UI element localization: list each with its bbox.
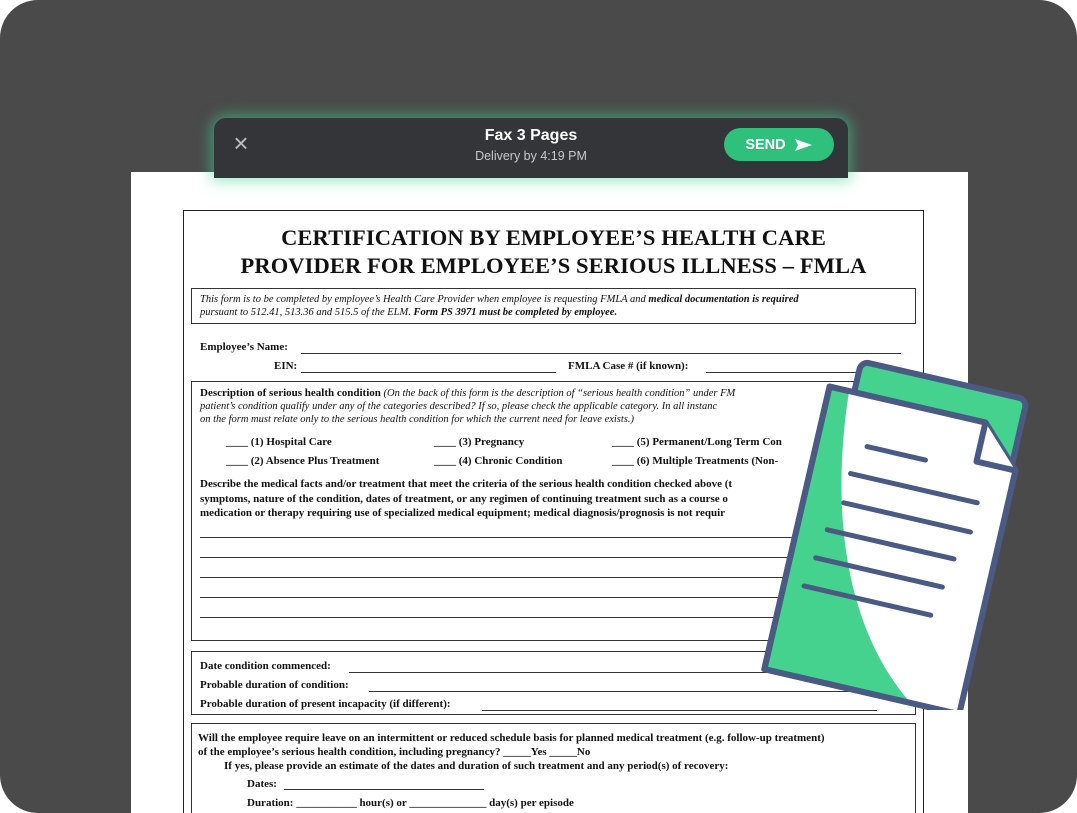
- leave-question-line-2: of the employee’s serious health condition, including pregnancy? _____Yes _____No: [198, 746, 591, 758]
- document-pages-icon: [755, 350, 1075, 710]
- form-title: [184, 224, 923, 280]
- employee-name-label: Employee’s Name:: [200, 341, 288, 353]
- category-chronic-condition: ____ (4) Chronic Condition: [434, 455, 563, 467]
- delivery-time: Delivery by 4:19 PM: [475, 149, 587, 163]
- intro-text-a: This form is to be completed by employee’s Health Care Provider when employee is requesting FMLA and: [200, 294, 649, 305]
- category-hospital-care: ____ (1) Hospital Care: [226, 436, 332, 448]
- fmla-case-label: FMLA Case # (if known):: [568, 360, 689, 372]
- send-button[interactable]: [724, 128, 834, 161]
- intro-text-d: Form PS 3971 must be completed by employee.: [413, 307, 618, 318]
- leave-estimate: If yes, please provide an estimate of the dates and duration of such treatment and any period(s) of recovery:: [224, 760, 729, 772]
- send-arrow-icon: [794, 138, 813, 152]
- incapacity-line: [482, 710, 877, 711]
- incapacity-label: Probable duration of present incapacity (if different):: [200, 698, 451, 710]
- form-title-line-1: CERTIFICATION BY EMPLOYEE’S HEALTH CARE: [281, 225, 826, 250]
- fax-header-bar: [214, 118, 848, 178]
- leave-question-line-1: Will the employee require leave on an intermittent or reduced schedule basis for planned medical treatment (e.g. follow-up treatment): [198, 732, 825, 744]
- describe-medical-facts: [200, 477, 732, 521]
- description-text: [200, 387, 735, 426]
- send-label: SEND: [745, 136, 786, 153]
- probable-duration-label: Probable duration of condition:: [200, 679, 349, 691]
- duration-line: Duration: ___________ hour(s) or ______________ day(s) per episode: [247, 797, 574, 809]
- dates-line: [284, 789, 484, 790]
- dates-label: Dates:: [247, 778, 277, 790]
- describe-line-2: symptoms, nature of the condition, dates of treatment, or any regimen of continuing treatment such as a course o: [200, 492, 728, 505]
- intro-text-c: pursuant to 512.41, 513.36 and 515.5 of the ELM.: [200, 307, 414, 318]
- category-absence-plus-treatment: ____ (2) Absence Plus Treatment: [226, 455, 380, 467]
- fax-title: Fax 3 Pages: [484, 127, 578, 144]
- description-italic-3: on the form must relate only to the serious health condition for which the current need for leave exists.): [200, 414, 635, 425]
- category-permanent-long-term: ____ (5) Permanent/Long Term Con: [612, 436, 782, 448]
- description-label: Description of serious health condition: [200, 387, 381, 399]
- description-italic-2: patient’s condition qualify under any of the categories described? If so, please check the applicable category. In all instanc: [200, 401, 718, 412]
- form-intro: [191, 288, 916, 324]
- describe-line-1: Describe the medical facts and/or treatment that meet the criteria of the serious health condition checked above (t: [200, 478, 733, 490]
- description-italic-1: (On the back of this form is the description of “serious health condition” under FM: [380, 388, 736, 399]
- category-multiple-treatments: ____ (6) Multiple Treatments (Non-: [612, 455, 779, 467]
- form-title-line-2: PROVIDER FOR EMPLOYEE’S SERIOUS ILLNESS – FMLA: [240, 253, 867, 278]
- leave-question: [198, 731, 825, 759]
- ein-line: [301, 372, 556, 373]
- intro-text-b: medical documentation is required: [648, 294, 799, 305]
- date-commenced-label: Date condition commenced:: [200, 660, 331, 672]
- close-icon[interactable]: ×: [233, 128, 249, 158]
- ein-label: EIN:: [274, 360, 298, 372]
- describe-line-3: medication or therapy requiring use of specialized medical equipment; medical diagnosis/prognosis is not requir: [200, 507, 726, 519]
- category-pregnancy: ____ (3) Pregnancy: [434, 436, 525, 448]
